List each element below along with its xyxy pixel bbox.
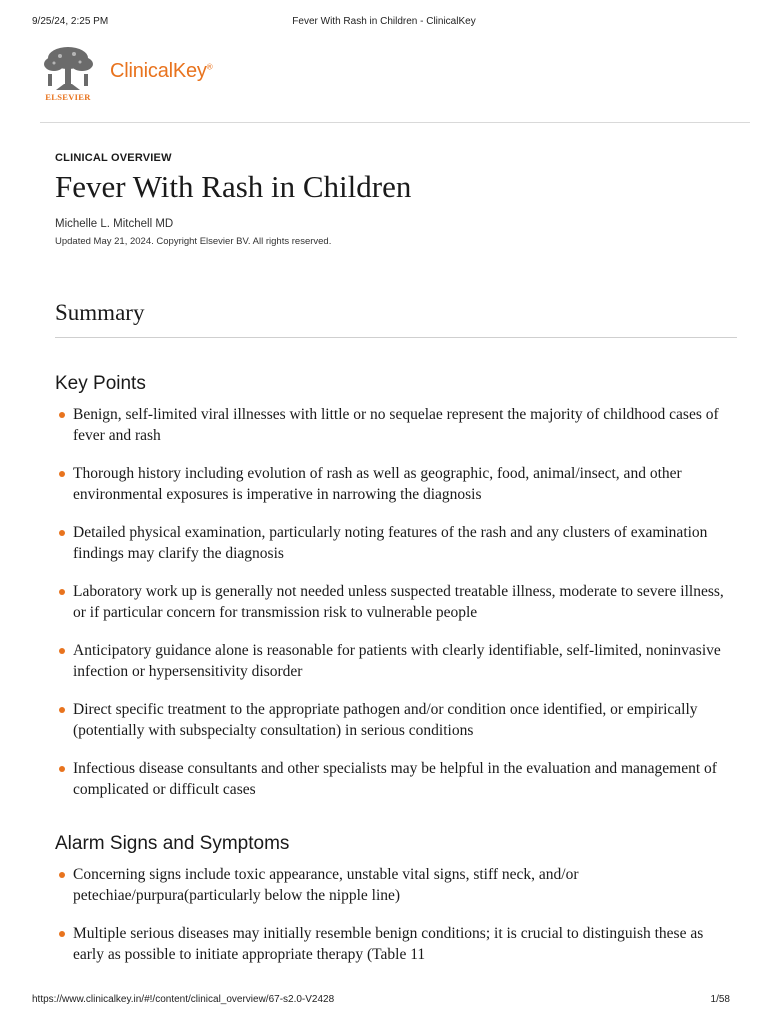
print-footer: [32, 994, 736, 1008]
key-points-list: [55, 404, 737, 800]
bullet-icon: [59, 648, 65, 654]
list-item: Detailed physical examination, particularly noting features of the rash and any clusters of examination findings may clarify the diagnosis: [55, 522, 737, 564]
header-divider: [40, 122, 750, 123]
bullet-icon: [59, 766, 65, 772]
print-page-title: Fever With Rash in Children - ClinicalKey: [292, 16, 476, 27]
bullet-icon: [59, 412, 65, 418]
article-updated: Updated May 21, 2024. Copyright Elsevier BV. All rights reserved.: [55, 236, 332, 247]
summary-divider: [55, 337, 737, 338]
list-item: Direct specific treatment to the appropriate pathogen and/or condition once identified, or empirically (potentially with subspecialty consultation) in serious conditions: [55, 699, 737, 741]
page-number: 1/58: [710, 994, 730, 1005]
article-kicker: CLINICAL OVERVIEW: [55, 152, 172, 164]
alarm-signs-heading: Alarm Signs and Symptoms: [55, 833, 290, 854]
list-item: Infectious disease consultants and other specialists may be helpful in the evaluation and management of complicated or difficult cases: [55, 758, 737, 800]
list-item: Multiple serious diseases may initially resemble benign conditions; it is crucial to distinguish these as early as possible to initiate appropriate therapy (Table 11: [55, 923, 737, 965]
key-points-heading: Key Points: [55, 373, 146, 394]
bullet-icon: [59, 530, 65, 536]
print-datetime: 9/25/24, 2:25 PM: [32, 16, 109, 27]
bullet-icon: [59, 872, 65, 878]
publisher-name: ELSEVIER: [45, 92, 91, 102]
page-url[interactable]: https://www.clinicalkey.in/#!/content/clinical_overview/67-s2.0-V2428: [32, 994, 335, 1005]
article-content: [55, 152, 737, 982]
bullet-icon: [59, 931, 65, 937]
list-item: Thorough history including evolution of rash as well as geographic, food, animal/insect, and other environmental exposures is imperative in narrowing the diagnosis: [55, 463, 737, 505]
brand-name: ClinicalKey®: [110, 60, 213, 82]
bullet-icon: [59, 471, 65, 477]
elsevier-tree-icon: [40, 44, 96, 92]
page-title: Fever With Rash in Children: [55, 169, 412, 204]
bullet-icon: [59, 707, 65, 713]
summary-heading: Summary: [55, 300, 145, 325]
bullet-icon: [59, 589, 65, 595]
alarm-signs-list: [55, 864, 737, 965]
list-item: Concerning signs include toxic appearance, unstable vital signs, stiff neck, and/or petechiae/purpura(particularly below the nipple line): [55, 864, 737, 906]
article-author[interactable]: Michelle L. Mitchell MD: [55, 218, 174, 230]
print-header: [32, 16, 736, 30]
list-item: Laboratory work up is generally not needed unless suspected treatable illness, moderate to severe illness, or if particular concern for transmission risk to vulnerable people: [55, 581, 737, 623]
list-item: Benign, self-limited viral illnesses with little or no sequelae represent the majority of childhood cases of fever and rash: [55, 404, 737, 446]
trademark-symbol: ®: [206, 62, 213, 72]
list-item: Anticipatory guidance alone is reasonable for patients with clearly identifiable, self-limited, noninvasive infection or hypersensitivity disorder: [55, 640, 737, 682]
clinicalkey-logo[interactable]: [40, 44, 340, 104]
